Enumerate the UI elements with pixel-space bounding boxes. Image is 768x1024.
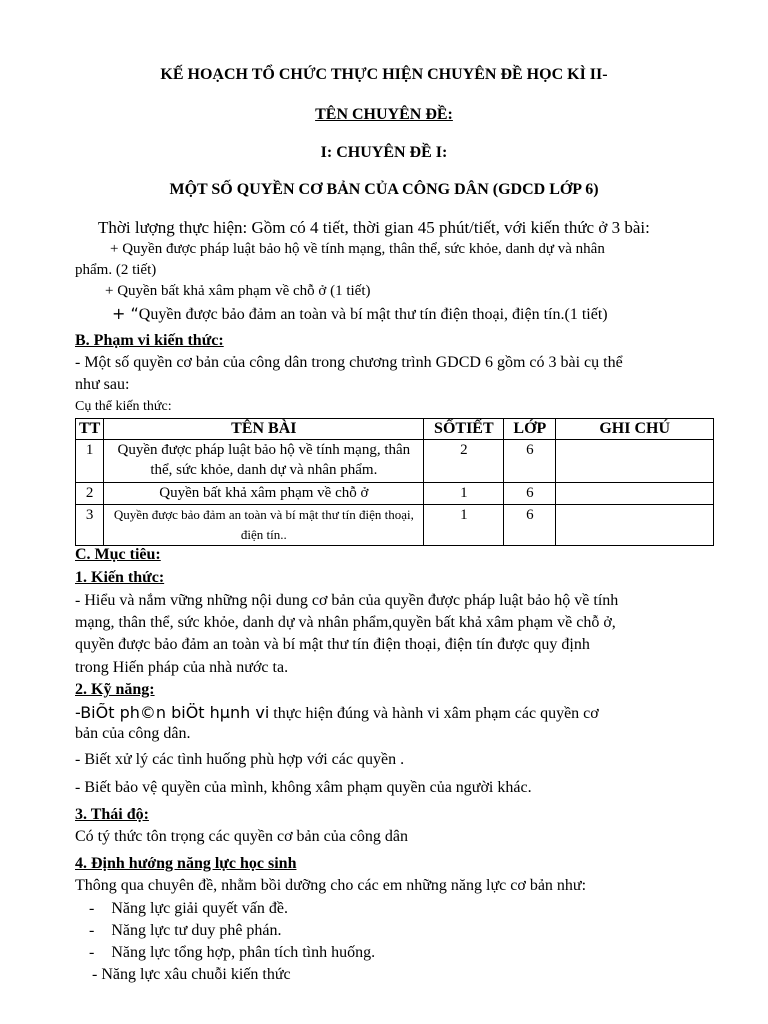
section-b-text-cont: như sau: (75, 376, 130, 393)
plan-title: KẾ HOẠCH TỔ CHỨC THỰC HIỆN CHUYÊN ĐỀ HỌC KÌ II- (160, 66, 608, 83)
duration-text: Thời lượng thực hiện: Gồm có 4 tiết, thời gian 45 phút/tiết, với kiến thức ở 3 bài: (98, 218, 650, 237)
header-note: GHI CHÚ (556, 419, 714, 440)
section-c-heading: C. Mục tiêu: (75, 546, 161, 563)
topic-number-heading: I: CHUYÊN ĐỀ I: (320, 144, 448, 161)
table-caption: Cụ thể kiến thức: (75, 399, 172, 414)
competence-last: - Năng lực xâu chuỗi kiến thức (92, 966, 291, 983)
lesson-item-1-cont: phẩm. (2 tiết) (75, 262, 157, 278)
cell-lesson-name: Quyền được bảo đảm an toàn và bí mật thư tín điện thoại, điện tín.. (104, 505, 424, 546)
knowledge-heading: 1. Kiến thức: (75, 569, 165, 586)
lesson-item-3-text: Quyền được bảo đảm an toàn và bí mật thư tín điện thoại, điện tín.(1 tiết) (138, 306, 608, 323)
skills-heading: 2. Kỹ năng: (75, 681, 155, 698)
skills-line-1-cont: bản của công dân. (75, 725, 191, 742)
attitude-heading: 3. Thái độ: (75, 806, 149, 823)
knowledge-line-2: mạng, thân thể, sức khỏe, danh dự và nhân phẩm,quyền bất khả xâm phạm về chỗ ở, (75, 614, 616, 631)
list-item-text: Năng lực giải quyết vấn đề. (111, 900, 288, 917)
cell-grade: 6 (504, 505, 556, 546)
lessons-table (75, 418, 714, 546)
table-row (76, 440, 714, 483)
lesson-item-3 (112, 304, 608, 324)
lesson-item-1: + Quyền được pháp luật bảo hộ về tính mạng, thân thể, sức khỏe, danh dự và nhân (110, 241, 605, 257)
header-tt: TT (76, 419, 104, 440)
cell-tt: 3 (76, 505, 104, 546)
section-b-heading: B. Phạm vi kiến thức: (75, 332, 224, 349)
table-header-row (76, 419, 714, 440)
topic-title: MỘT SỐ QUYỀN CƠ BẢN CỦA CÔNG DÂN (GDCD LỚP 6) (169, 181, 599, 198)
cell-lesson-name: Quyền bất khả xâm phạm về chỗ ở (104, 483, 424, 505)
cell-note (556, 505, 714, 546)
list-item: - Năng lực tổng hợp, phân tích tình huống. (89, 944, 376, 961)
cell-tt: 1 (76, 440, 104, 483)
list-item: - Năng lực giải quyết vấn đề. (89, 900, 288, 917)
cell-note (556, 483, 714, 505)
table-row (76, 505, 714, 546)
lesson-item-2: + Quyền bất khả xâm phạm về chỗ ở (1 tiết) (105, 283, 371, 299)
cell-periods: 1 (424, 483, 504, 505)
table-row (76, 483, 714, 505)
attitude-text: Có tý thức tôn trọng các quyền cơ bản của công dân (75, 828, 409, 845)
skills-line-1-garbled: -BiÕt ph©n biÖt hµnh vi (75, 703, 270, 722)
cell-periods: 2 (424, 440, 504, 483)
skills-line-1-rest: thực hiện đúng và hành vi xâm phạm các quyền cơ (269, 705, 599, 722)
cell-grade: 6 (504, 483, 556, 505)
knowledge-line-3: quyền được bảo đảm an toàn và bí mật thư tín điện thoại, điện tín được quy định (75, 636, 590, 653)
list-item-text: Năng lực tư duy phê phán. (111, 922, 282, 939)
cell-lesson-name: Quyền được pháp luật bảo hộ về tính mạng, thân thể, sức khỏe, danh dự và nhân phẩm. (104, 440, 424, 483)
lesson-item-3-mark: + “ (112, 304, 139, 323)
skills-line-3: - Biết bảo vệ quyền của mình, không xâm phạm quyền của người khác. (75, 779, 532, 796)
section-b-text: - Một số quyền cơ bản của công dân trong chương trình GDCD 6 gồm có 3 bài cụ thể (75, 354, 623, 371)
header-lesson-name: TÊN BÀI (104, 419, 424, 440)
cell-grade: 6 (504, 440, 556, 483)
competence-heading: 4. Định hướng năng lực học sinh (75, 855, 297, 872)
cell-tt: 2 (76, 483, 104, 505)
header-periods: SỐTIẾT (424, 419, 504, 440)
knowledge-line-1: - Hiểu và nắm vững những nội dung cơ bản của quyền được pháp luật bảo hộ về tính (75, 592, 619, 609)
header-grade: LỚP (504, 419, 556, 440)
list-item-text: Năng lực tổng hợp, phân tích tình huống. (111, 944, 376, 961)
competence-intro: Thông qua chuyên đề, nhằm bồi dưỡng cho các em những năng lực cơ bản như: (75, 877, 587, 894)
topic-name-heading: TÊN CHUYÊN ĐỀ: (315, 106, 453, 123)
skills-line-2: - Biết xử lý các tình huống phù hợp với các quyền . (75, 751, 405, 768)
cell-note (556, 440, 714, 483)
list-item: - Năng lực tư duy phê phán. (89, 922, 282, 939)
skills-line-1 (75, 703, 599, 723)
cell-periods: 1 (424, 505, 504, 546)
knowledge-line-4: trong Hiến pháp của nhà nước ta. (75, 659, 289, 676)
